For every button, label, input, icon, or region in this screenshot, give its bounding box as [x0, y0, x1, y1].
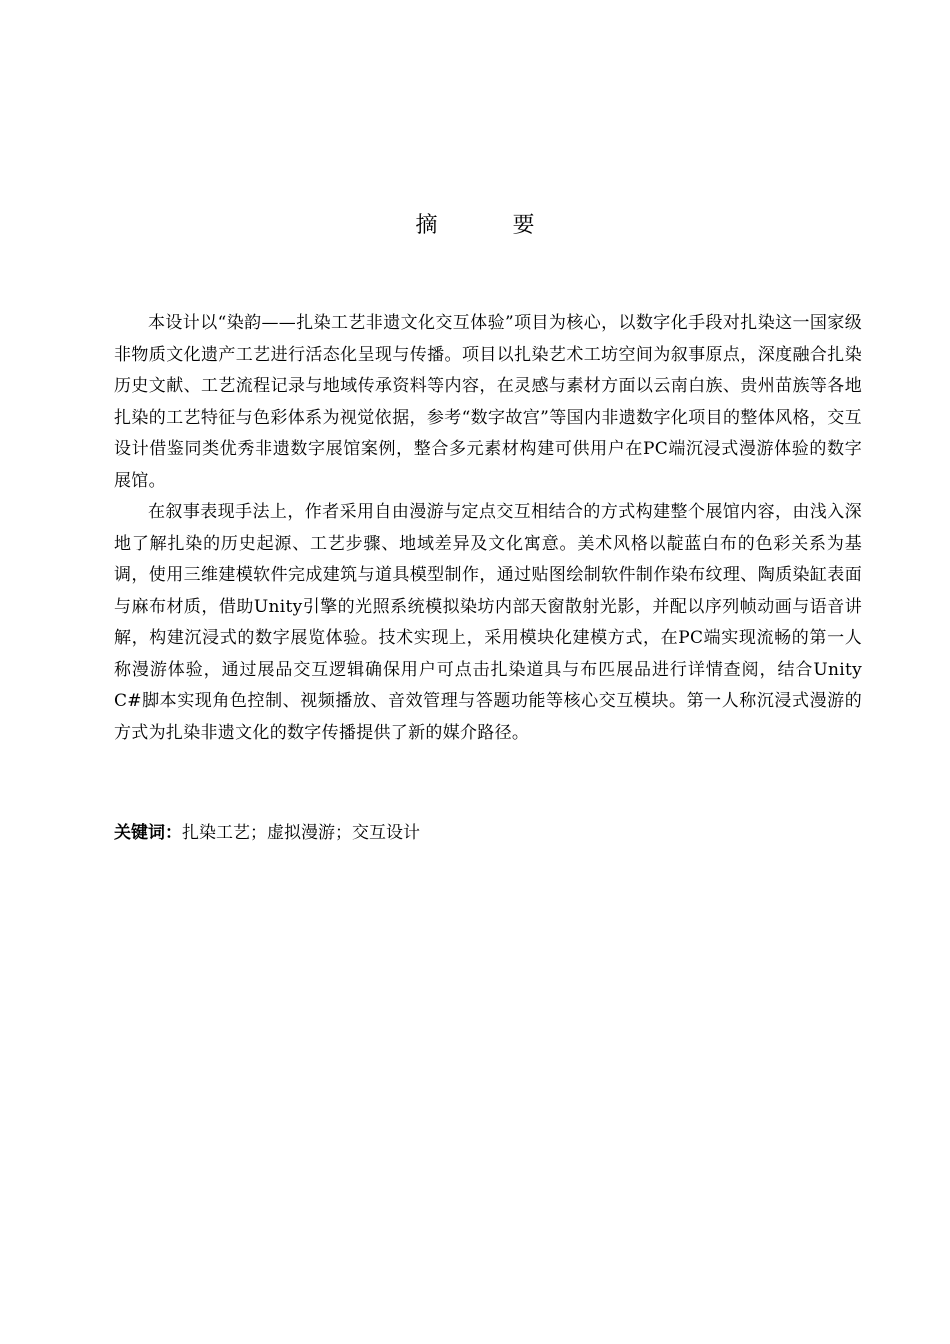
abstract-paragraph-2: 在叙事表现手法上，作者采用自由漫游与定点交互相结合的方式构建整个展馆内容，由浅入深地了解扎染的历史起源、工艺步骤、地域差异及文化寓意。美术风格以靛蓝白布的色彩关系为基调，使用三维建模软件完成建筑与道具模型制作，通过贴图绘制软件制作染布纹理、陶质染缸表面与麻布材质，借助Unity引擎的光照系统模拟染坊内部天窗散射光影，并配以序列帧动画与语音讲解，构建沉浸式的数字展览体验。技术实现上，采用模块化建模方式，在PC端实现流畅的第一人称漫游体验，通过展品交互逻辑确保用户可点击扎染道具与布匹展品进行详情查阅，结合Unity C#脚本实现角色控制、视频播放、音效管理与答题功能等核心交互模块。第一人称沉浸式漫游的方式为扎染非遗文化的数字传播提供了新的媒介路径。: [114, 502, 862, 743]
abstract-paragraph-1: 本设计以“染韵——扎染工艺非遗文化交互体验”项目为核心，以数字化手段对扎染这一国家级非物质文化遗产工艺进行活态化呈现与传播。项目以扎染艺术工坊空间为叙事原点，深度融合扎染历史文献、工艺流程记录与地域传承资料等内容，在灵感与素材方面以云南白族、贵州苗族等各地扎染的工艺特征与色彩体系为视觉依据，参考“数字故宫”等国内非遗数字化项目的整体风格，交互设计借鉴同类优秀非遗数字展馆案例，整合多元素材构建可供用户在PC端沉浸式漫游体验的数字展馆。: [114, 313, 862, 491]
keywords-line: [114, 815, 420, 851]
abstract-title: 摘 要: [415, 213, 569, 238]
abstract-body: [114, 308, 862, 749]
keywords-label: 关键词：: [114, 823, 182, 843]
keywords-value: 扎染工艺；虚拟漫游；交互设计: [182, 823, 420, 843]
